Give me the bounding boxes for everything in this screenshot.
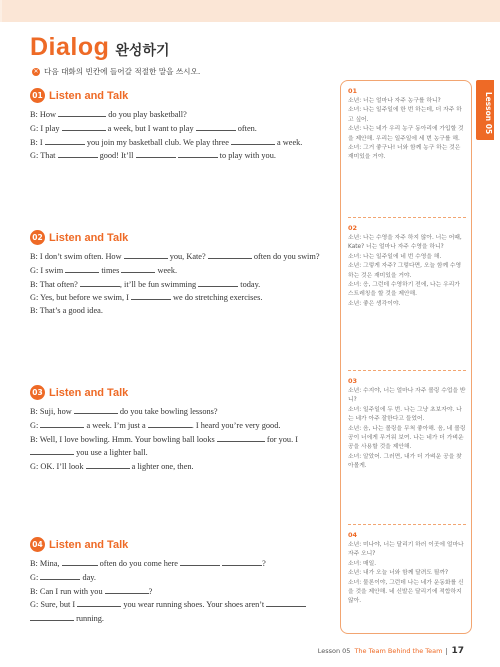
dialog-text: B: Can I run with you xyxy=(30,586,105,596)
section-number: 04 xyxy=(30,537,45,552)
dialog-text: , it’ll be fun swimming xyxy=(119,279,199,289)
dialog-text: ? xyxy=(262,559,266,568)
dialog-text: G: xyxy=(30,572,41,582)
dialog-line xyxy=(30,571,340,585)
answer-blank[interactable] xyxy=(131,291,171,300)
dialog-text: for you. I xyxy=(264,434,298,444)
section-label: Listen and Talk xyxy=(49,89,129,102)
answer-blank[interactable] xyxy=(105,585,149,594)
dialog-text: B: I don’t swim often. How xyxy=(30,252,124,261)
translation-block-02 xyxy=(348,224,466,309)
dialog-text: B: How xyxy=(30,110,59,119)
lesson-tab-label: Lesson 05 xyxy=(484,91,493,135)
dialog-line xyxy=(30,149,340,163)
dialog-text: G: I play xyxy=(30,123,62,133)
answer-blank[interactable] xyxy=(62,122,106,131)
answer-blank[interactable] xyxy=(124,250,168,259)
dialog-text: G: OK. I’ll look xyxy=(30,462,86,472)
dialog-text: B: That often? xyxy=(30,279,80,289)
dialog-line xyxy=(30,250,340,264)
dialog-line xyxy=(30,612,340,626)
translation-line: 소녀: 나는 일주일에 네 번 수영을 해. xyxy=(348,253,442,260)
dialog-line xyxy=(30,278,340,292)
dialog-text: do you play basketball? xyxy=(106,110,187,119)
answer-blank[interactable] xyxy=(178,149,218,158)
dialog-text: G: I swim xyxy=(30,265,66,275)
answer-blank[interactable] xyxy=(30,612,74,621)
section-header xyxy=(30,230,340,245)
answer-blank[interactable] xyxy=(74,405,118,414)
section-label: Listen and Talk xyxy=(49,231,129,244)
dialog-line xyxy=(30,291,340,305)
answer-blank[interactable] xyxy=(266,598,306,607)
translation-block-01 xyxy=(348,87,466,163)
dialog-text: . I heard you’re very good. xyxy=(191,420,281,430)
answer-blank[interactable] xyxy=(231,136,275,145)
dialog-line xyxy=(30,136,340,150)
footer-separator xyxy=(446,648,447,655)
dialog-text: good! It’ll xyxy=(97,151,136,161)
translation-sidebar xyxy=(340,80,472,634)
dialog-text: B: That’s a good idea. xyxy=(30,306,103,316)
translation-line: 소녀: 매일. xyxy=(348,560,377,567)
dialog-text: week. xyxy=(155,265,178,275)
page-footer xyxy=(318,646,464,656)
section-header xyxy=(30,385,340,400)
page-title-main: Dialog xyxy=(30,33,110,61)
translation-line: 소녀: 일주일에 두 번. 나는 그냥 초보자야. 나는 네가 아주 잘한다고 들었어. xyxy=(348,406,462,423)
page-title-sub: 완성하기 xyxy=(115,43,170,59)
instruction xyxy=(32,66,200,77)
translation-number: 04 xyxy=(348,531,358,539)
translation-line: 소년: 음, 나는 볼링을 무척 좋아해. 음, 네 볼링공이 너에게 무거워 보여. 나는 네가 더 가벼운 공을 사용할 것을 제안해. xyxy=(348,425,466,451)
dialog-text: a week, but I want to play xyxy=(105,123,196,133)
answer-blank[interactable] xyxy=(196,122,236,131)
dialog-text: ? xyxy=(148,586,153,596)
section-header xyxy=(30,537,340,552)
dialog-text: G: Sure, but I xyxy=(30,600,78,610)
dialog-text: you, Kate? xyxy=(167,252,208,261)
dialog-line xyxy=(30,585,340,599)
dialog-line xyxy=(30,305,340,318)
answer-blank[interactable] xyxy=(86,460,130,469)
translation-number: 01 xyxy=(348,87,358,95)
dialog-text: B: I xyxy=(30,137,45,147)
dialog-text: do you take bowling lessons? xyxy=(117,407,218,416)
section-label: Listen and Talk xyxy=(49,386,129,399)
answer-blank[interactable] xyxy=(208,250,252,259)
top-decorative-band xyxy=(0,0,500,22)
answer-blank[interactable] xyxy=(180,557,220,566)
dialog-line xyxy=(30,557,340,571)
sidebar-divider xyxy=(348,370,466,371)
dialog-line xyxy=(30,460,340,474)
answer-blank[interactable] xyxy=(121,264,155,273)
translation-block-03 xyxy=(348,377,466,472)
lesson-tab xyxy=(476,80,494,140)
answer-blank[interactable] xyxy=(77,598,121,607)
dialog-text: to play with you. xyxy=(217,151,276,161)
translation-line: 소년: 그렇게 자주? 그렇다면, 오늘 함께 수영하는 것은 재미있을 거야. xyxy=(348,263,462,279)
dialog-section-02 xyxy=(30,230,340,318)
translation-line: 소녀: 응, 그런데 수영하기 전에, 나는 우리가 스트레칭을 할 것을 제안해. xyxy=(348,282,460,298)
answer-blank[interactable] xyxy=(30,446,74,455)
bullet-icon: ✕ xyxy=(33,67,39,75)
answer-blank[interactable] xyxy=(58,149,98,158)
dialog-line xyxy=(30,405,340,419)
section-number: 01 xyxy=(30,88,45,103)
page-number: 17 xyxy=(451,646,464,656)
footer-title: The Team Behind the Team xyxy=(354,647,443,655)
translation-block-04 xyxy=(348,531,466,607)
translation-line: 소녀: 알았어. 그러면, 내가 더 가벼운 공을 찾아볼게. xyxy=(348,453,462,470)
dialog-text: B: Well, I love bowling. Hmm. Your bowling ball looks xyxy=(30,434,217,444)
translation-line: 소년: 미나야, 너는 달리기 하러 이곳에 얼마나 자주 오니? xyxy=(348,542,464,558)
dialog-text: B: Mina, xyxy=(30,559,62,568)
dialog-text: times xyxy=(99,265,122,275)
section-label: Listen and Talk xyxy=(49,538,129,551)
answer-blank[interactable] xyxy=(222,557,262,566)
answer-blank[interactable] xyxy=(58,108,106,117)
dialog-text: day. xyxy=(80,572,96,582)
translation-number: 02 xyxy=(348,224,358,232)
dialog-text: you use a lighter ball. xyxy=(74,448,148,458)
translation-number: 03 xyxy=(348,377,358,385)
translation-line: 소년: 좋은 생각이야. xyxy=(348,300,401,307)
dialog-text: B: Suji, how xyxy=(30,407,74,416)
dialog-text: you join my basketball club. We play three xyxy=(84,137,231,147)
sidebar-divider xyxy=(348,217,466,218)
answer-blank[interactable] xyxy=(217,433,265,442)
answer-blank[interactable] xyxy=(136,149,176,158)
dialog-section-04 xyxy=(30,537,340,626)
dialog-text: often. xyxy=(235,123,257,133)
instruction-text: 다음 대화의 빈칸에 들어갈 적절한 말을 쓰시오. xyxy=(44,67,201,76)
section-number: 02 xyxy=(30,230,45,245)
dialog-text: you wear running shoes. Your shoes aren’t xyxy=(121,600,267,610)
answer-blank[interactable] xyxy=(65,264,99,273)
dialog-line xyxy=(30,122,340,136)
section-number: 03 xyxy=(30,385,45,400)
translation-line: 소녀: 나는 일주일에 한 번 하는데, 더 자주 하고 싶어. xyxy=(348,107,462,123)
dialog-line xyxy=(30,433,340,447)
answer-blank[interactable] xyxy=(62,557,98,566)
dialog-text: G: That xyxy=(30,151,58,161)
answer-blank[interactable] xyxy=(45,136,85,145)
dialog-section-01 xyxy=(30,88,340,163)
translation-line: 소년: 나는 수영을 자주 하지 않아. 너는 어때, Kate? 너는 얼마나 자주 수영을 하니? xyxy=(348,235,462,251)
dialog-text: we do stretching exercises. xyxy=(170,293,263,303)
translation-line: 소년: 나는 네가 우리 농구 동아리에 가입할 것을 제안해. 우리는 일주일에 세 번 농구를 해. xyxy=(348,126,464,142)
translation-line: 소년: 너는 얼마나 자주 농구를 하니? xyxy=(348,98,441,104)
dialog-text: a week. xyxy=(274,137,303,147)
section-header xyxy=(30,88,340,103)
answer-blank[interactable] xyxy=(40,571,80,580)
dialog-line xyxy=(30,446,340,460)
footer-lesson: Lesson 05 xyxy=(317,647,351,655)
answer-blank[interactable] xyxy=(198,278,238,287)
dialog-text: a lighter one, then. xyxy=(129,462,194,472)
answer-blank[interactable] xyxy=(40,419,84,428)
dialog-text: a week. I’m just a xyxy=(84,420,148,430)
dialog-line xyxy=(30,108,340,122)
page-title xyxy=(30,33,170,62)
dialog-text: often do you swim? xyxy=(251,252,320,261)
dialog-text: G: Yes, but before we swim, I xyxy=(30,293,131,303)
dialog-text: today. xyxy=(238,279,261,289)
translation-line: 소년: 수지야, 너는 얼마나 자주 볼링 수업을 받니? xyxy=(348,388,466,404)
dialog-text: running. xyxy=(74,614,104,624)
dialog-section-03 xyxy=(30,385,340,474)
translation-line: 소녀: 그거 좋구나! 너와 함께 농구 하는 것은 재미있을 거야. xyxy=(348,145,461,161)
answer-blank[interactable] xyxy=(148,419,192,428)
answer-blank[interactable] xyxy=(80,278,120,287)
dialog-line xyxy=(30,598,340,612)
translation-line: 소년: 내가 오늘 너와 함께 달려도 될까? xyxy=(348,570,449,577)
dialog-line xyxy=(30,264,340,278)
dialog-line xyxy=(30,419,340,433)
sidebar-divider xyxy=(348,524,466,525)
translation-line: 소녀: 물론이야, 그런데 나는 네가 운동화를 신을 것을 제안해. 네 신발은 달리기에 적합하지 않아. xyxy=(348,579,464,605)
dialog-text: often do you come here xyxy=(97,559,181,568)
dialog-text: G: xyxy=(30,420,41,430)
